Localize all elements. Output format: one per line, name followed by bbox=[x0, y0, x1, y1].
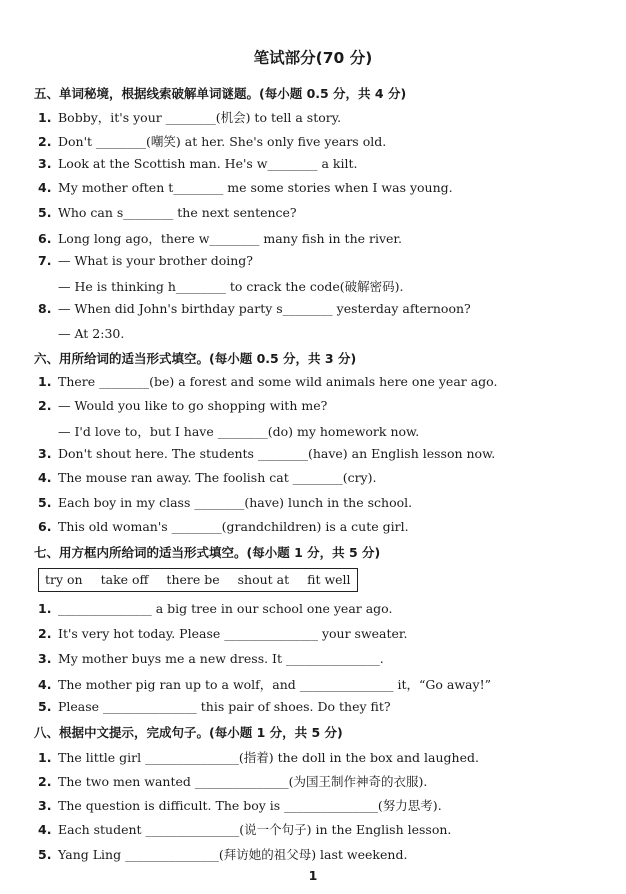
question-6-5: 5. Each boy in my class ________(have) lunch in the school. bbox=[38, 495, 413, 510]
question-5-8-answer-line: — At 2:30. bbox=[58, 326, 125, 341]
section-8-heading: 八、根据中文提示，完成句子。(每小题 1 分，共 5 分) bbox=[34, 725, 343, 740]
question-8-5: 5. Yang Ling _______________(拜访她的祖父母) last weekend. bbox=[38, 847, 408, 862]
question-5-6: 6. Long long ago，there w________ many fish in the river. bbox=[38, 231, 403, 246]
question-5-8: 8. — When did John's birthday party s________ yesterday afternoon? bbox=[38, 301, 471, 316]
question-5-1: 1. Bobby，it's your ________(机会) to tell a story. bbox=[38, 110, 342, 125]
page-title: 笔试部分(70 分) bbox=[253, 49, 373, 67]
word-bank-item: there be bbox=[166, 572, 220, 587]
section-7-heading: 七、用方框内所给词的适当形式填空。(每小题 1 分，共 5 分) bbox=[34, 545, 381, 560]
question-6-2-answer-line: — I'd love to，but I have ________(do) my homework now. bbox=[58, 424, 420, 439]
question-5-4: 4. My mother often t________ me some stories when I was young. bbox=[38, 180, 453, 195]
question-7-2: 2. It's very hot today. Please _______________ your sweater. bbox=[38, 626, 408, 641]
page-number: 1 bbox=[308, 868, 318, 883]
question-6-1: 1. There ________(be) a forest and some wild animals here one year ago. bbox=[38, 374, 498, 389]
question-7-3: 3. My mother buys me a new dress. It _______________. bbox=[38, 651, 384, 666]
word-bank-box bbox=[38, 568, 358, 592]
question-8-4: 4. Each student _______________(说一个句子) in the English lesson. bbox=[38, 822, 452, 837]
word-bank-item: try on bbox=[45, 572, 83, 587]
question-5-7-answer-line: — He is thinking h________ to crack the code(破解密码). bbox=[58, 279, 404, 294]
question-8-2: 2. The two men wanted _______________(为国王制作神奇的衣服). bbox=[38, 774, 428, 789]
question-6-3: 3. Don't shout here. The students ________(have) an English lesson now. bbox=[38, 446, 496, 461]
question-5-3: 3. Look at the Scottish man. He's w________ a kilt. bbox=[38, 156, 358, 171]
word-bank-item: fit well bbox=[307, 572, 351, 587]
question-6-6: 6. This old woman's ________(grandchildren) is a cute girl. bbox=[38, 519, 409, 534]
section-5-heading: 五、单词秘境，根据线索破解单词谜题。(每小题 0.5 分，共 4 分) bbox=[34, 86, 407, 101]
question-5-2: 2. Don't ________(嘲笑) at her. She's only five years old. bbox=[38, 134, 387, 149]
question-8-1: 1. The little girl _______________(指着) the doll in the box and laughed. bbox=[38, 750, 479, 765]
question-6-2: 2. — Would you like to go shopping with me? bbox=[38, 398, 328, 413]
question-6-4: 4. The mouse ran away. The foolish cat ________(cry). bbox=[38, 470, 377, 485]
question-8-3: 3. The question is difficult. The boy is _______________(努力思考). bbox=[38, 798, 442, 813]
question-7-1: 1. _______________ a big tree in our school one year ago. bbox=[38, 601, 393, 616]
question-7-5: 5. Please _______________ this pair of shoes. Do they fit? bbox=[38, 699, 391, 714]
question-7-4: 4. The mother pig ran up to a wolf，and _______________ it，“Go away!” bbox=[38, 677, 491, 692]
word-bank-item: take off bbox=[100, 572, 149, 587]
word-bank-item: shout at bbox=[237, 572, 290, 587]
question-5-5: 5. Who can s________ the next sentence? bbox=[38, 205, 297, 220]
section-6-heading: 六、用所给词的适当形式填空。(每小题 0.5 分，共 3 分) bbox=[34, 351, 357, 366]
question-5-7: 7. — What is your brother doing? bbox=[38, 253, 253, 268]
